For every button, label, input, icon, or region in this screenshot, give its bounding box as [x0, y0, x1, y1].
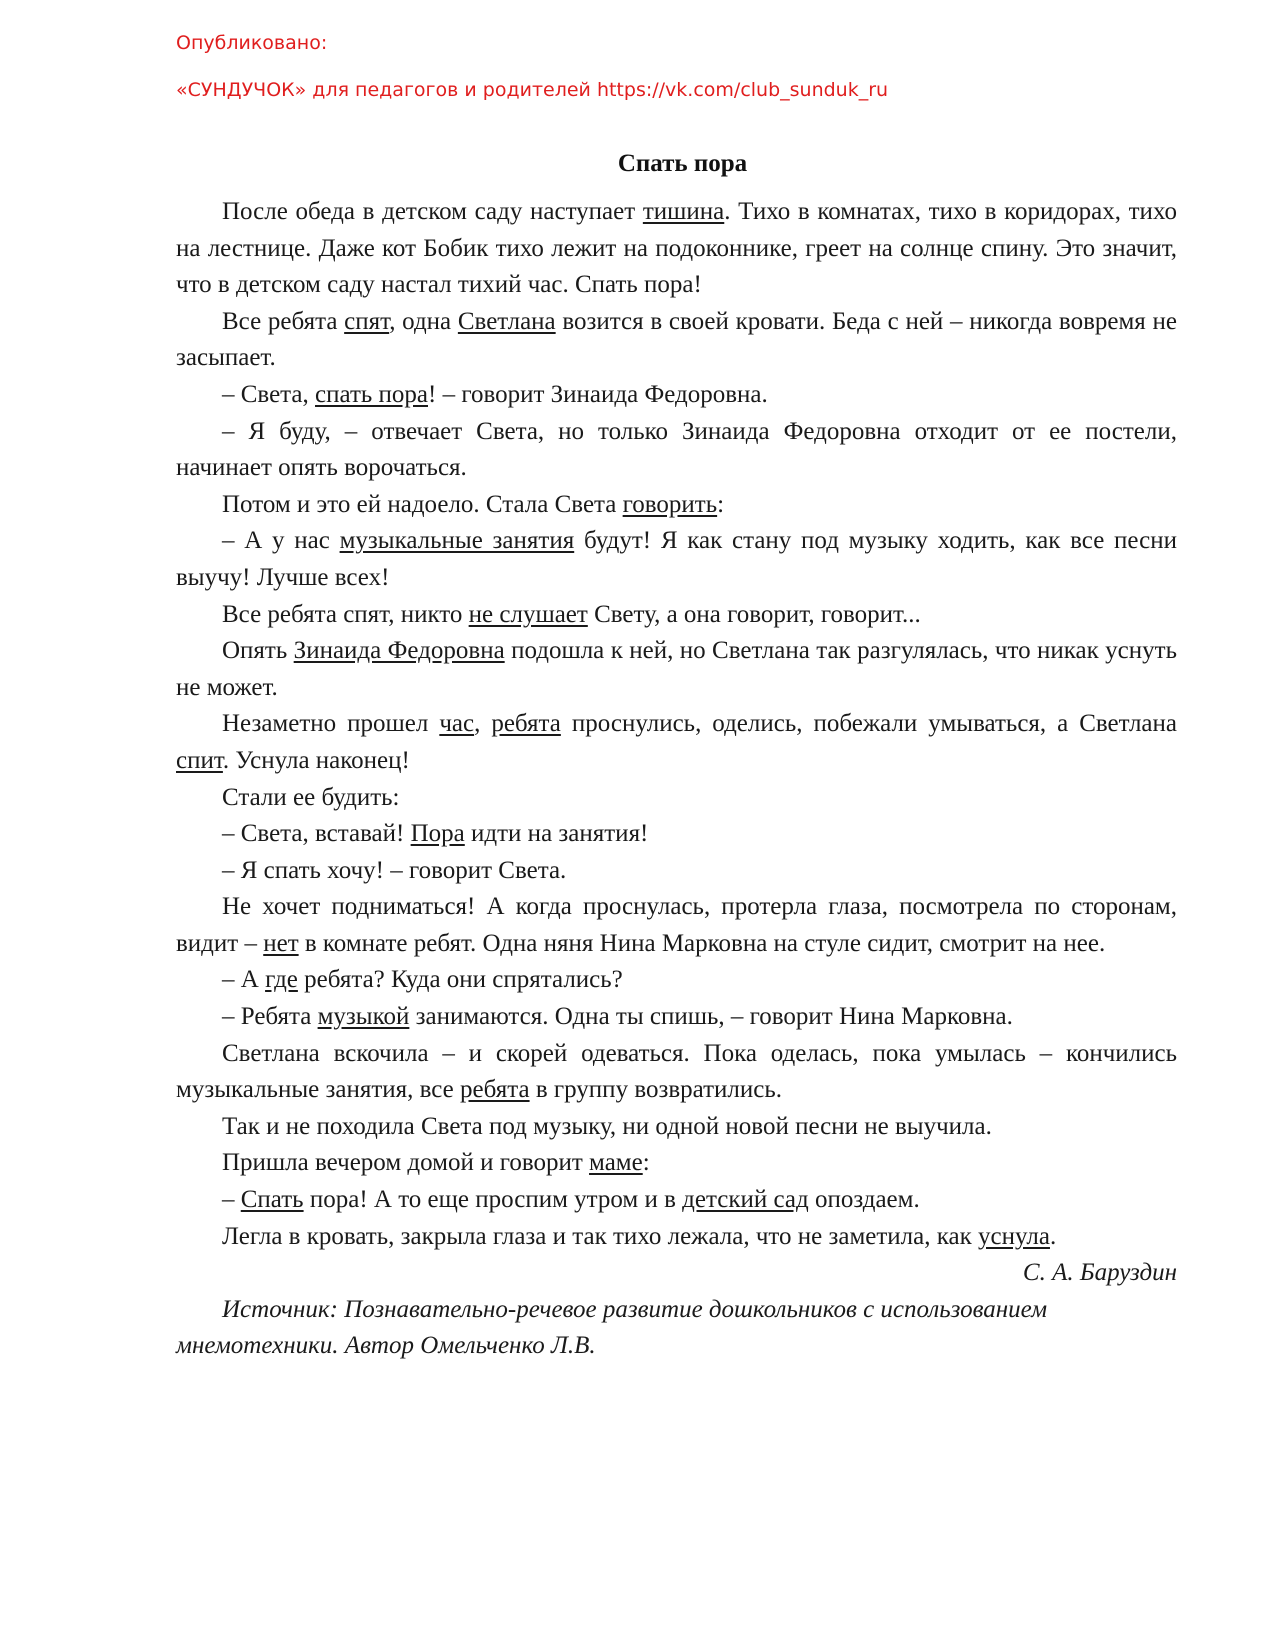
- underlined-word: спать пора: [315, 380, 428, 408]
- source-link-line[interactable]: «СУНДУЧОК» для педагогов и родителей https://vk.com/club_sunduk_ru: [176, 79, 889, 101]
- underlined-word: говорить: [622, 490, 718, 518]
- underlined-word: спят: [344, 307, 390, 335]
- underlined-word: маме: [589, 1149, 643, 1177]
- story-paragraph: Не хочет подниматься! А когда проснулась, протерла глаза, посмотрела по сторонам, видит – нет в комнате ребят. Одна няня Нина Марковна на стуле сидит, смотрит на нее.: [176, 893, 1177, 957]
- underlined-word: нет: [263, 929, 299, 957]
- published-label: Опубликовано:: [176, 32, 328, 54]
- story-paragraph: Так и не походила Света под музыку, ни одной новой песни не выучила.: [222, 1112, 992, 1140]
- underlined-word: детский сад: [682, 1186, 809, 1214]
- underlined-word: Зинаида Федоровна: [293, 637, 505, 665]
- underlined-word: Спать: [240, 1186, 304, 1214]
- story-paragraph: – Света, спать пора! – говорит Зинаида Федоровна.: [222, 380, 768, 408]
- underlined-word: час: [439, 710, 475, 738]
- underlined-word: музыкальные занятия: [339, 527, 575, 555]
- underlined-word: спит: [176, 746, 223, 774]
- story-paragraph: Опять Зинаида Федоровна подошла к ней, но Светлана так разгулялась, что никак уснуть не может.: [176, 637, 1177, 701]
- story-paragraph: – Я спать хочу! – говорит Света.: [222, 856, 567, 884]
- story-paragraph: – Я буду, – отвечает Света, но только Зинаида Федоровна отходит от ее постели, начинает опять ворочаться.: [176, 417, 1177, 482]
- underlined-word: ребята: [460, 1076, 530, 1104]
- story-paragraph: – А у нас музыкальные занятия будут! Я как стану под музыку ходить, как все песни выучу! Лучше всех!: [176, 527, 1177, 591]
- story-paragraph: – Света, вставай! Пора идти на занятия!: [222, 820, 649, 848]
- underlined-word: Светлана: [457, 307, 556, 335]
- story-paragraph: – Спать пора! А то еще проспим утром и в детский сад опоздаем.: [222, 1186, 920, 1214]
- source-note: Источник: Познавательно-речевое развитие дошкольников с использованием мнемотехники. Автор Омельченко Л.В.: [176, 1295, 1048, 1360]
- story-paragraph: Незаметно прошел час, ребята проснулись, оделись, побежали умываться, а Светлана спит. Уснула наконец!: [176, 710, 1177, 774]
- underlined-word: музыкой: [317, 1003, 410, 1031]
- story-title: Спать пора: [617, 150, 748, 177]
- story-paragraph: – Ребята музыкой занимаются. Одна ты спишь, – говорит Нина Марковна.: [222, 1003, 1013, 1031]
- author-signature: С. А. Баруздин: [1022, 1259, 1177, 1287]
- story-paragraph: – А где ребята? Куда они спрятались?: [222, 966, 623, 994]
- story-paragraph: Все ребята спят, никто не слушает Свету, а она говорит, говорит...: [222, 600, 921, 628]
- underlined-word: уснула: [978, 1222, 1050, 1250]
- story-paragraph: После обеда в детском саду наступает тишина. Тихо в комнатах, тихо в коридорах, тихо на лестнице. Даже кот Бобик тихо лежит на подоконнике, греет на солнце спину. Это значит, что в детском саду настал тихий час. Спать пора!: [176, 198, 1177, 299]
- story-paragraph: Светлана вскочила – и скорей одеваться. Пока оделась, пока умылась – кончились музыкальные занятия, все ребята в группу возвратились.: [176, 1039, 1177, 1104]
- underlined-word: Пора: [410, 820, 465, 848]
- underlined-word: где: [265, 966, 298, 994]
- underlined-word: тишина: [642, 198, 725, 225]
- story-paragraph: Потом и это ей надоело. Стала Света говорить:: [222, 490, 725, 518]
- story-paragraph: Стали ее будить:: [222, 783, 400, 811]
- story-paragraph: Пришла вечером домой и говорит маме:: [222, 1149, 650, 1177]
- story-paragraph: Все ребята спят, одна Светлана возится в своей кровати. Беда с ней – никогда вовремя не засыпает.: [176, 307, 1177, 372]
- underlined-word: ребята: [491, 710, 561, 738]
- underlined-word: не слушает: [468, 600, 588, 628]
- story-body: [176, 194, 1177, 1365]
- story-paragraphs: [176, 194, 1177, 1255]
- story-paragraph: Легла в кровать, закрыла глаза и так тихо лежала, что не заметила, как уснула.: [222, 1222, 1057, 1250]
